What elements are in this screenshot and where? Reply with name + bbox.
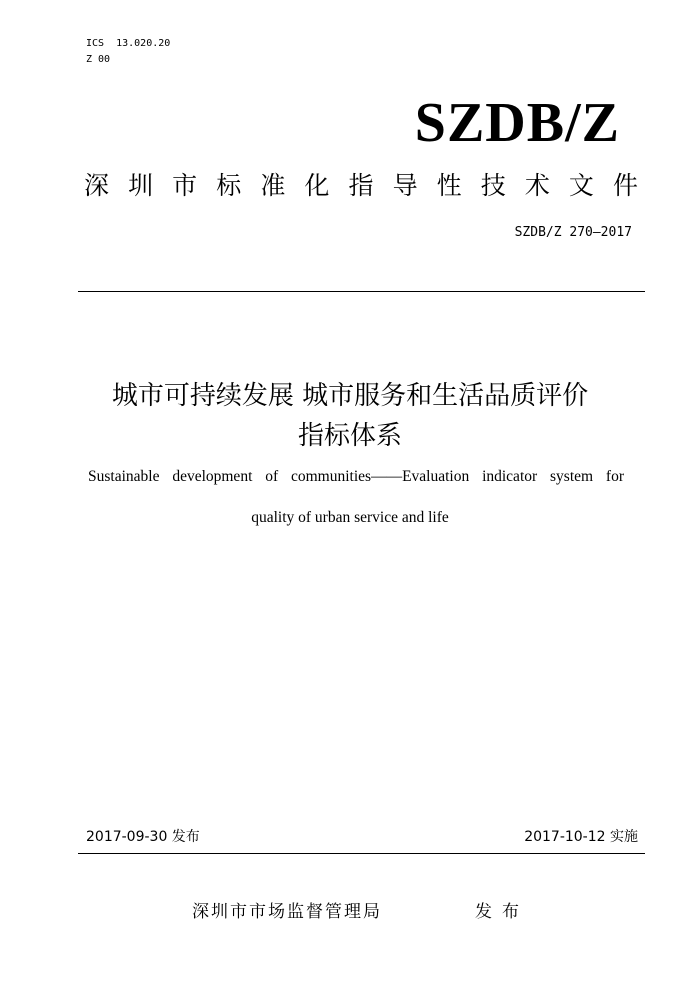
title-cn-line2: 指标体系 bbox=[297, 421, 402, 451]
document-number: SZDB/Z 270—2017 bbox=[514, 225, 632, 240]
title-en-line1: Sustainable development of communities——Evaluation indicator system for bbox=[88, 468, 624, 485]
publisher-name: 深圳市市场监督管理局 bbox=[192, 902, 382, 922]
classification-code: Z 00 bbox=[86, 54, 111, 65]
title-cn-line1: 城市可持续发展 城市服务和生活品质评价 bbox=[111, 381, 589, 411]
ics-block bbox=[86, 36, 170, 68]
top-divider bbox=[78, 291, 645, 292]
title-en-line2: quality of urban service and life bbox=[251, 509, 449, 526]
issue-date: 2017-09-30 发布 bbox=[86, 829, 200, 845]
publish-label: 发布 bbox=[475, 902, 529, 922]
implementation-date: 2017-10-12 实施 bbox=[524, 829, 638, 845]
document-type: 深 圳 市 标 准 化 指 导 性 技 术 文 件 bbox=[84, 171, 640, 200]
ics-code: ICS 13.020.20 bbox=[86, 38, 171, 49]
bottom-divider bbox=[78, 853, 645, 854]
standard-code-heading: SZDB/Z bbox=[414, 92, 620, 154]
